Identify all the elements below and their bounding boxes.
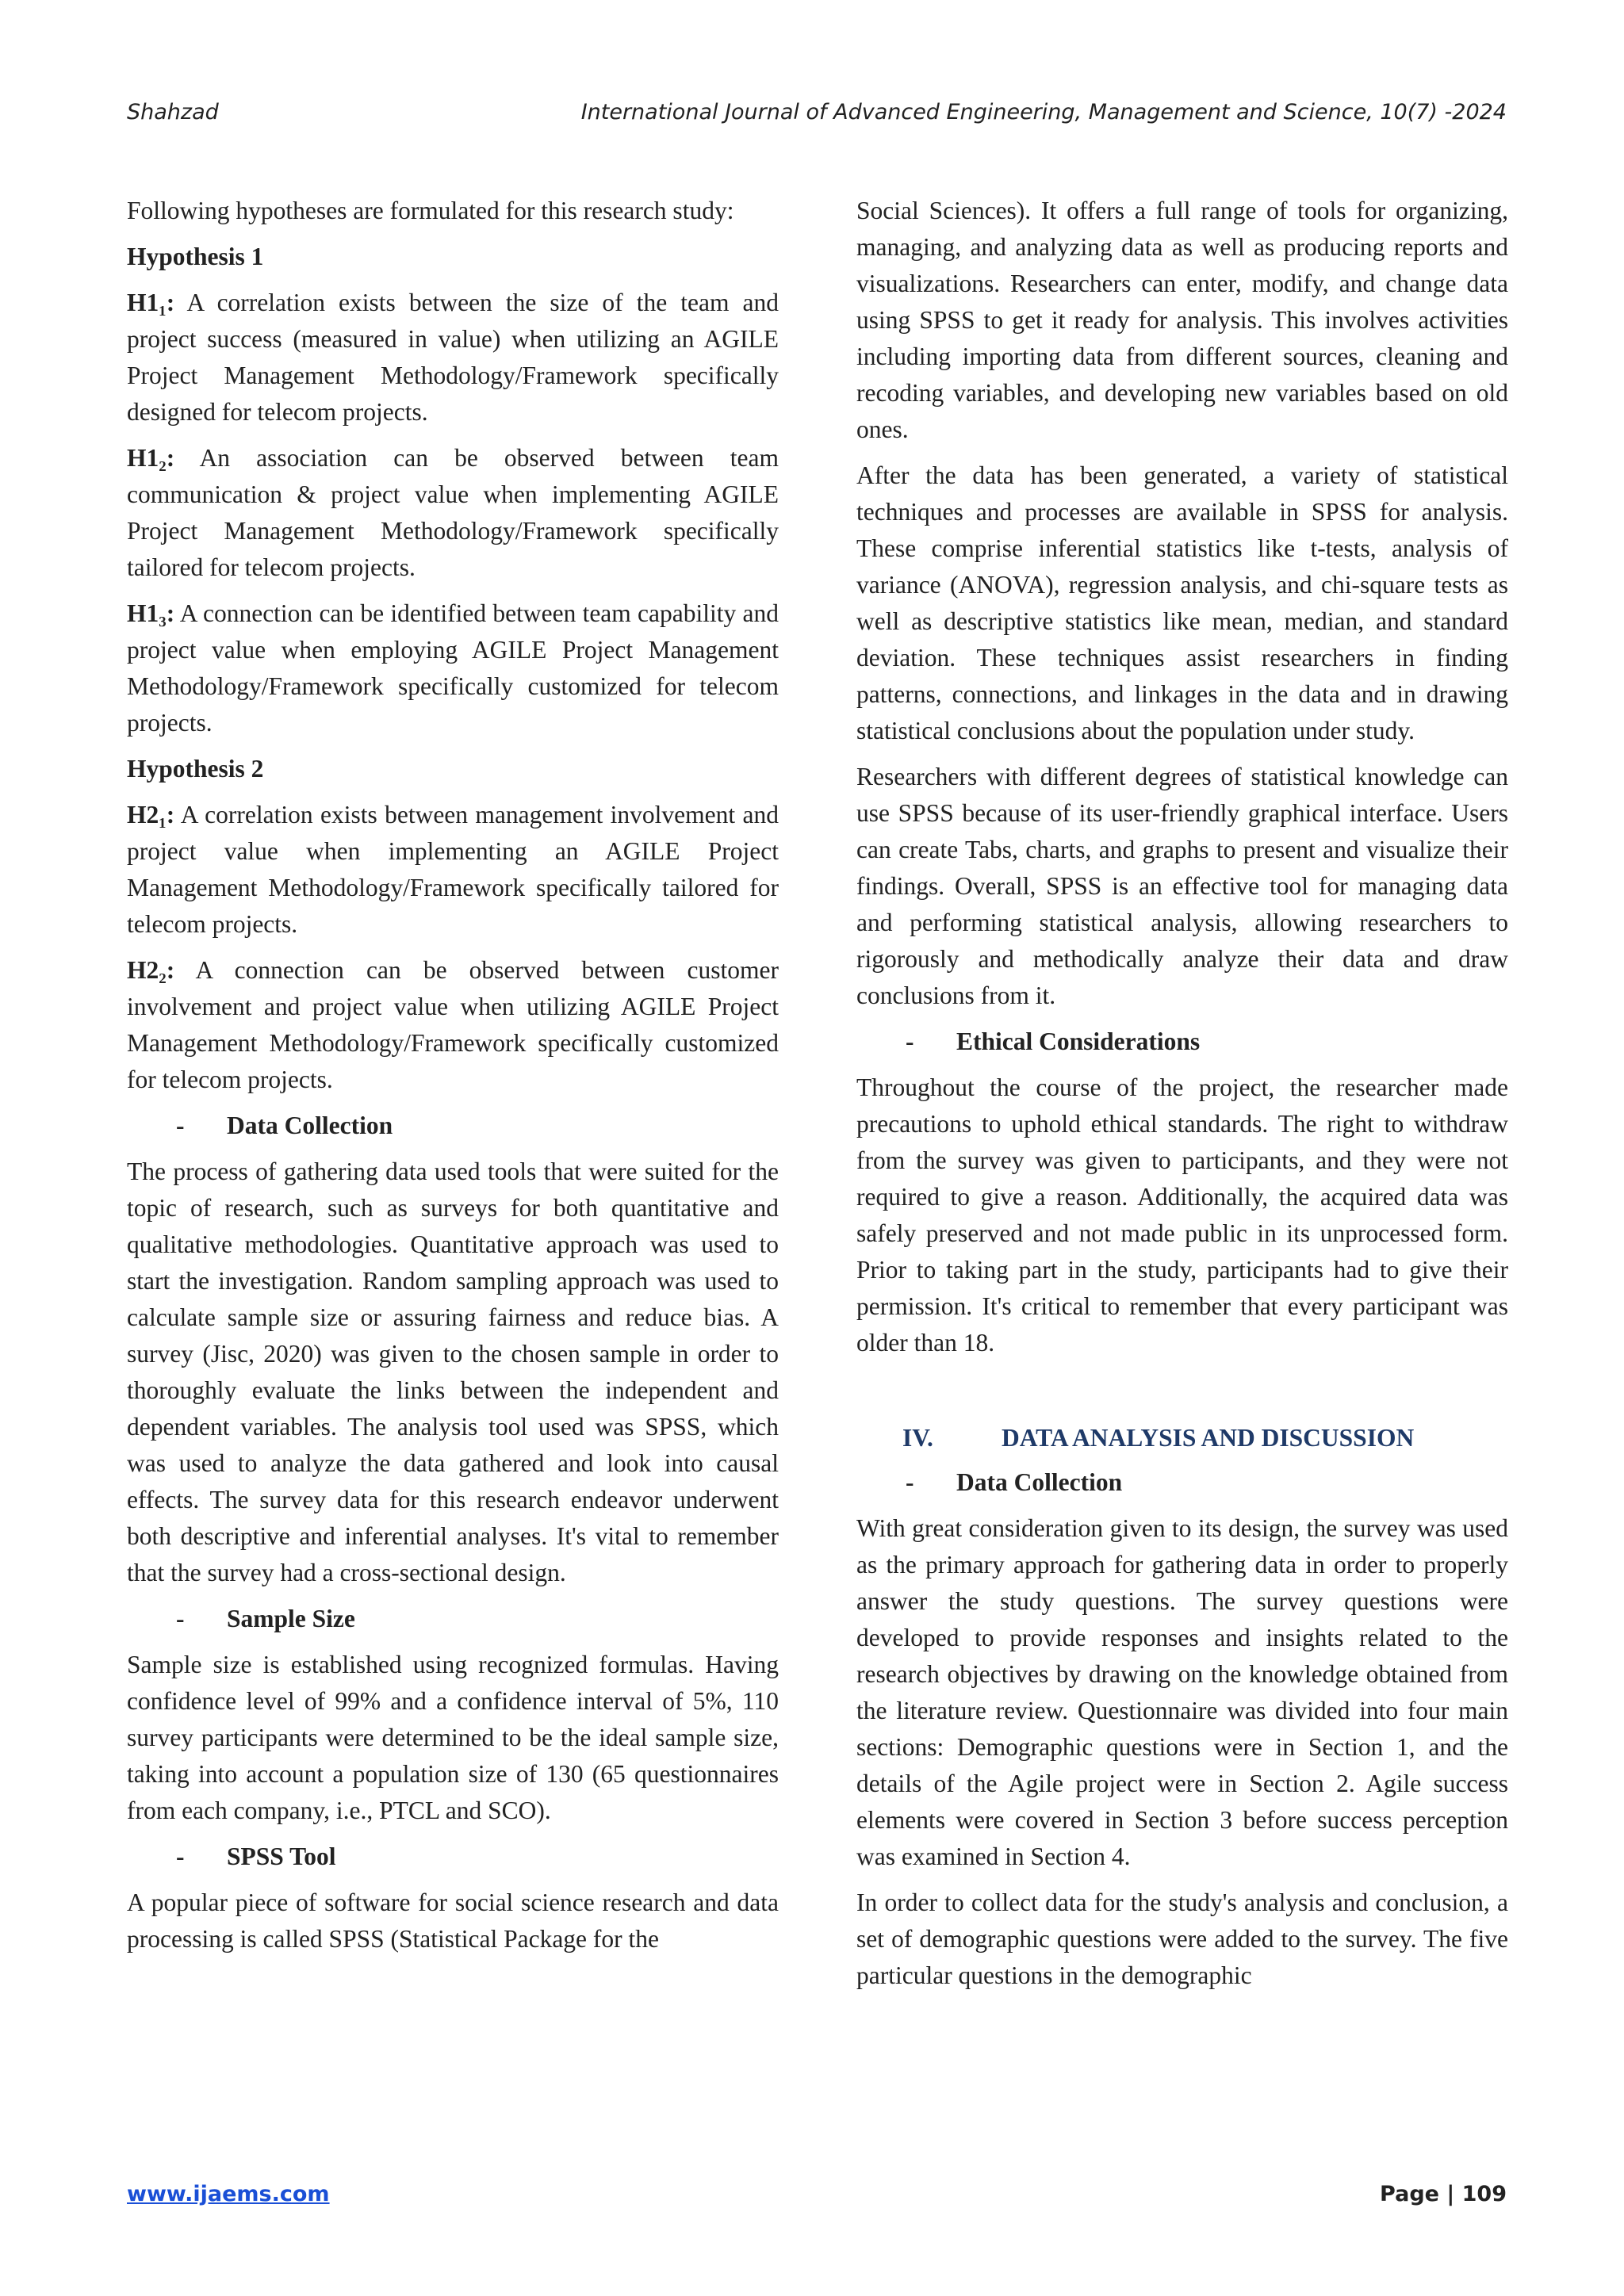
section-iv-heading [856,1420,1508,1456]
ethical-considerations-paragraph: Throughout the course of the project, the researcher made precautions to uphold ethical standards. The right to withdraw from the survey was given to participants, and they were not required to give a reason. Additionally, the acquired data was safely preserved and not made public in its unprocessed form. Prior to taking part in the study, participants had to give their permission. It's critical to remember that every participant was older than 18. [856,1073,1508,1357]
h11-text: A correlation exists between the size of the team and project success (measured in value) when utilizing an AGILE Project Management Methodology/Framework specifically designed for telecom projects. [127,289,779,426]
section-number: IV. [902,1424,933,1452]
header-journal: International Journal of Advanced Engineering, Management and Science, 10(7) -2024 [580,100,1507,124]
h13-label: H1₃: [127,599,175,627]
h22-text: A connection can be observed between customer involvement and project value when utilizing AGILE Project Management Methodology/Framework specifically customized for telecom projects. [127,956,779,1093]
spss-tool-paragraph: A popular piece of software for social science research and data processing is called SPSS (Statistical Package for the [127,1888,779,1953]
spss-continued-paragraph: Social Sciences). It offers a full range of tools for organizing, managing, and analyzing data as well as producing reports and visualizations. Researchers can enter, modify, and change data using SPSS to get it ready for analysis. This involves activities including importing data from different sources, cleaning and recoding variables, and developing new variables based on old ones. [856,197,1508,443]
hypothesis-h12 [127,440,779,586]
hypothesis-h22 [127,952,779,1098]
section-data-collection-heading [856,1464,1508,1501]
h21-label: H2₁: [127,801,175,828]
data-collection-heading [127,1108,779,1144]
h13-text: A connection can be identified between team capability and project value when employing AGILE Project Management Methodology/Framework specifically customized for telecom projects. [127,599,779,737]
right-column [856,193,1508,2003]
spss-tool-heading-text: SPSS Tool [227,1843,336,1870]
section-data-collection-heading-text: Data Collection [956,1468,1123,1496]
bullet-dash: - [906,1027,914,1055]
hypothesis-h21 [127,797,779,943]
bullet-dash: - [906,1468,914,1496]
demographic-paragraph: In order to collect data for the study's analysis and conclusion, a set of demographic questions were added to the survey. The five particular questions in the demographic [856,1888,1508,1989]
sample-size-paragraph: Sample size is established using recognized formulas. Having confidence level of 99% and a confidence interval of 5%, 110 survey participants were determined to be the ideal sample size, taking into account a population size of 130 (65 questionnaires from each company, i.e., PTCL and SCO). [127,1651,779,1824]
ethical-considerations-heading-text: Ethical Considerations [956,1027,1201,1055]
h11-label: H1₁: [127,289,175,316]
hypothesis-h13 [127,595,779,741]
bullet-dash: - [176,1843,185,1870]
survey-design-paragraph: With great consideration given to its design, the survey was used as the primary approach for gathering data in order to properly answer the study questions. The survey questions were developed to provide responses and insights related to the research objectives by drawing on the knowledge obtained from the literature review. Questionnaire was divided into four main sections: Demographic questions were in Section 1, and the details of the Agile project were in Section 2. Agile success elements were covered in Section 3 before success perception was examined in Section 4. [856,1514,1508,1870]
h21-text: A correlation exists between management involvement and project value when implementing an AGILE Project Management Methodology/Framework specifically tailored for telecom projects. [127,801,779,938]
left-column [127,193,779,1967]
header-author: Shahzad [127,100,219,124]
h12-label: H1₂: [127,444,175,472]
section-title: DATA ANALYSIS AND DISCUSSION [1002,1424,1415,1452]
page-header [127,100,1507,135]
intro-paragraph: Following hypotheses are formulated for this research study: [127,197,734,224]
page-footer [127,2182,1507,2214]
hypothesis-1-heading: Hypothesis 1 [127,243,264,270]
ethical-considerations-heading [856,1024,1508,1060]
journal-url-link[interactable]: www.ijaems.com [127,2182,330,2206]
statistical-analysis-paragraph: After the data has been generated, a variety of statistical techniques and processes are available in SPSS for analysis. These comprise inferential statistics like t-tests, analysis of variance (ANOVA), regression analysis, and chi-square tests as well as descriptive statistics like mean, median, and standard deviation. These techniques assist researchers in finding patterns, connections, and linkages in the data and in drawing statistical conclusions about the population under study. [856,461,1508,744]
h12-text: An association can be observed between team communication & project value when implementing AGILE Project Management Methodology/Framework specifically tailored for telecom projects. [127,444,779,581]
page-number: Page | 109 [1380,2182,1507,2206]
bullet-dash: - [176,1112,185,1139]
spss-users-paragraph: Researchers with different degrees of statistical knowledge can use SPSS because of its user-friendly graphical interface. Users can create Tabs, charts, and graphs to present and visualize their findings. Overall, SPSS is an effective tool for managing data and performing statistical analysis, allowing researchers to rigorously and methodically analyze their data and draw conclusions from it. [856,763,1508,1009]
hypothesis-2-heading: Hypothesis 2 [127,755,264,783]
data-collection-heading-text: Data Collection [227,1112,393,1139]
hypothesis-h11 [127,285,779,430]
sample-size-heading-text: Sample Size [227,1605,355,1632]
data-collection-paragraph: The process of gathering data used tools that were suited for the topic of research, such as surveys for both quantitative and qualitative methodologies. Quantitative approach was used to start the investigation. Random sampling approach was used to calculate sample size or assuring fairness and reduce bias. A survey (Jisc, 2020) was given to the chosen sample in order to thoroughly evaluate the links between the independent and dependent variables. The analysis tool used was SPSS, which was used to analyze the data gathered and look into causal effects. The survey data for this research endeavor underwent both descriptive and inferential analyses. It's vital to remember that the survey had a cross-sectional design. [127,1158,779,1586]
h22-label: H2₂: [127,956,175,984]
spss-tool-heading [127,1839,779,1875]
sample-size-heading [127,1601,779,1637]
bullet-dash: - [176,1605,185,1632]
